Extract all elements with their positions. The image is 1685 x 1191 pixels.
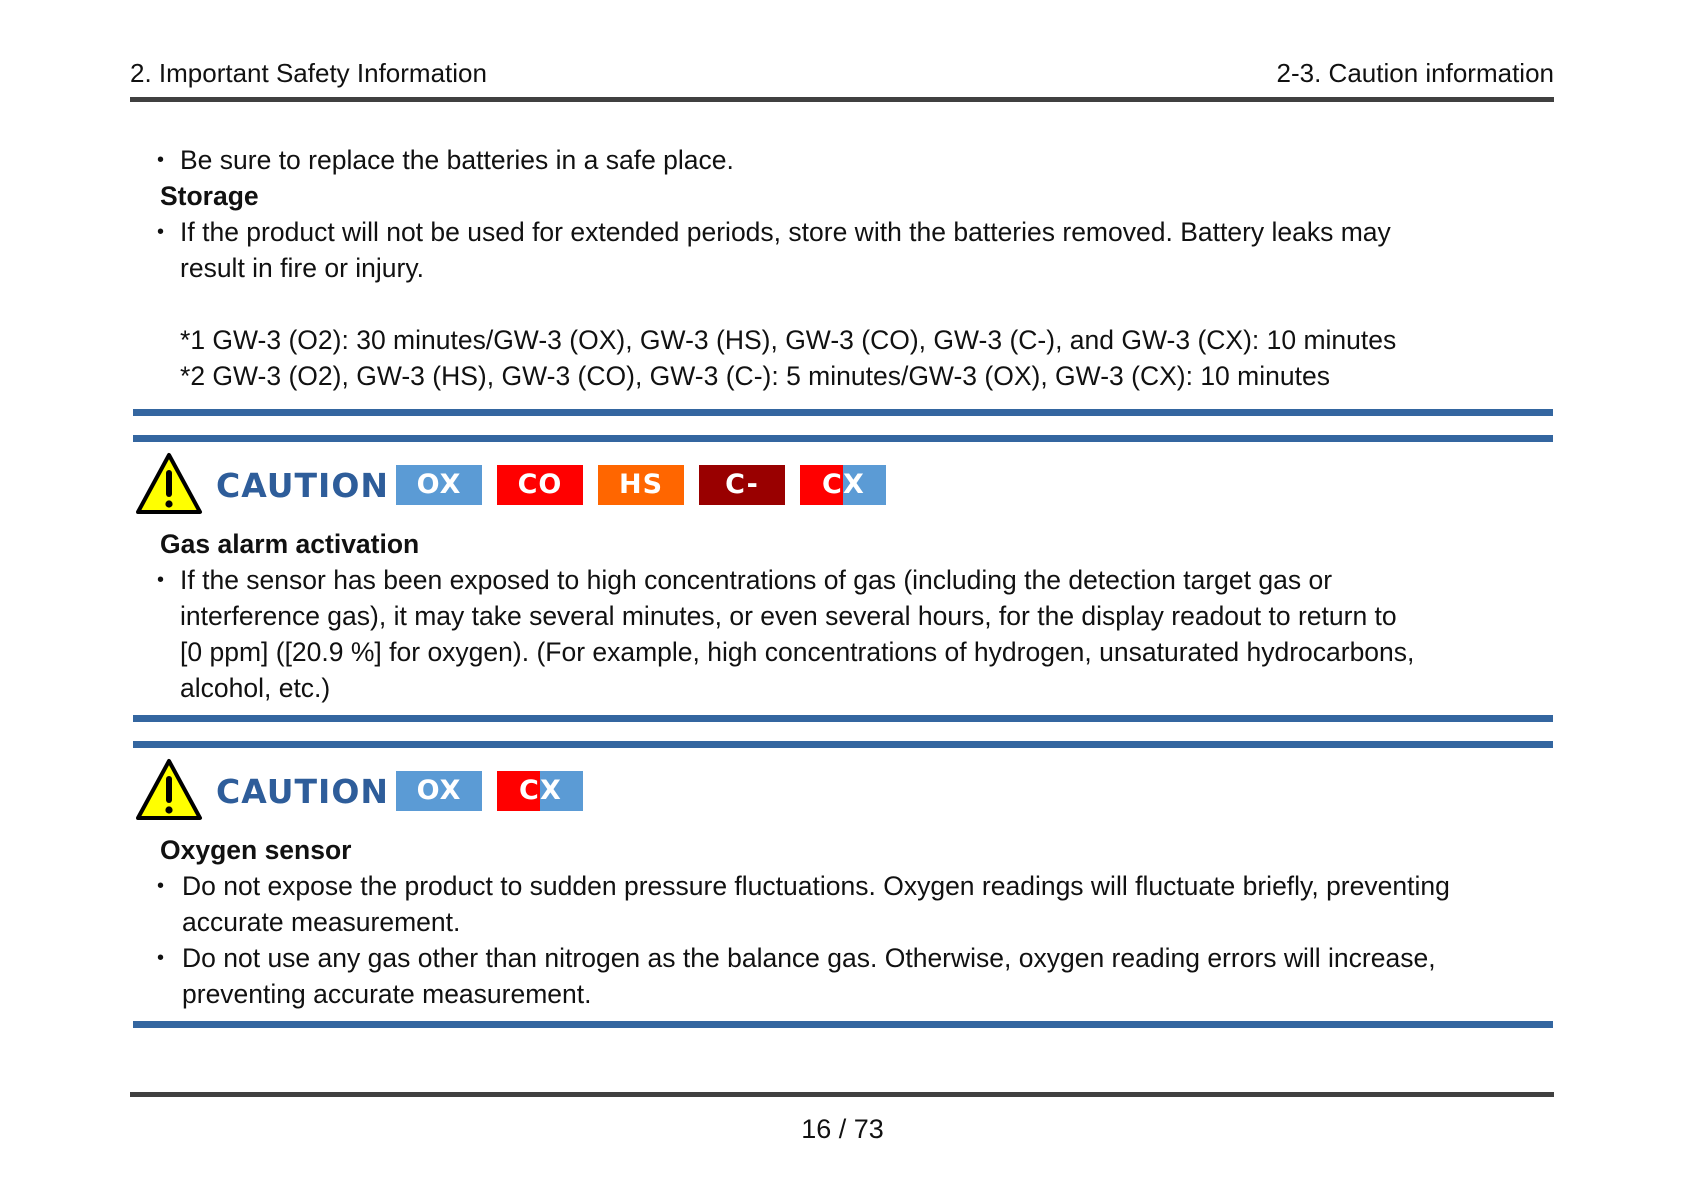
gas-badge-cx-left: C bbox=[519, 775, 540, 806]
footnote-1: *1 GW-3 (O2): 30 minutes/GW-3 (OX), GW-3 (HS), GW-3 (CO), GW-3 (C-), and GW-3 (CX): 10 minutes bbox=[180, 325, 1397, 355]
header-section-title: 2. Important Safety Information bbox=[130, 58, 487, 88]
header-subsection-title: 2-3. Caution information bbox=[1276, 58, 1554, 88]
caution-bottom-rule bbox=[133, 715, 1553, 722]
caution-top-rule bbox=[133, 435, 1553, 442]
gas-badge-cx bbox=[800, 465, 886, 505]
gas-badge-hs: HS bbox=[598, 465, 684, 505]
warning-triangle-icon bbox=[135, 452, 203, 516]
caution-top-rule bbox=[133, 741, 1553, 748]
gas-badge-c-minus: C- bbox=[699, 465, 785, 505]
oxygen-balance-gas-line-1: Do not use any gas other than nitrogen as the balance gas. Otherwise, oxygen reading errors will increase, bbox=[182, 943, 1436, 973]
gas-alarm-line-2: interference gas), it may take several minutes, or even several hours, for the display readout to return to bbox=[180, 601, 1397, 631]
gas-badge-co: CO bbox=[497, 465, 583, 505]
storage-text-line-2: result in fire or injury. bbox=[180, 253, 424, 283]
storage-heading: Storage bbox=[160, 181, 259, 211]
bullet-marker: • bbox=[157, 569, 165, 591]
gas-alarm-line-3: [0 ppm] ([20.9 %] for oxygen). (For example, high concentrations of hydrogen, unsaturated hydrocarbons, bbox=[180, 637, 1415, 667]
bullet-marker: • bbox=[157, 875, 165, 897]
oxygen-sensor-heading: Oxygen sensor bbox=[160, 835, 352, 865]
gas-alarm-line-1: If the sensor has been exposed to high concentrations of gas (including the detection target gas or bbox=[180, 565, 1333, 595]
warning-triangle-icon bbox=[135, 758, 203, 822]
gas-badge-ox: OX bbox=[396, 465, 482, 505]
caution-label: CAUTION bbox=[216, 466, 389, 505]
oxygen-pressure-line-2: accurate measurement. bbox=[182, 907, 461, 937]
bullet-marker: • bbox=[157, 947, 165, 969]
battery-replace-text: Be sure to replace the batteries in a safe place. bbox=[180, 145, 734, 175]
header-rule bbox=[130, 97, 1554, 102]
oxygen-pressure-line-1: Do not expose the product to sudden pressure fluctuations. Oxygen readings will fluctuate briefly, preventing bbox=[182, 871, 1450, 901]
oxygen-balance-gas-line-2: preventing accurate measurement. bbox=[182, 979, 592, 1009]
gas-badge-cx-right: X bbox=[540, 775, 562, 806]
page-number: 16 / 73 bbox=[801, 1114, 884, 1144]
caution-label: CAUTION bbox=[216, 772, 389, 811]
gas-badge-cx-left: C bbox=[822, 469, 843, 500]
gas-badge-cx bbox=[497, 771, 583, 811]
section-divider bbox=[133, 409, 1553, 416]
gas-alarm-line-4: alcohol, etc.) bbox=[180, 673, 331, 703]
footer-rule bbox=[130, 1092, 1554, 1097]
caution-bottom-rule bbox=[133, 1021, 1553, 1028]
gas-badge-ox: OX bbox=[396, 771, 482, 811]
bullet-marker: • bbox=[157, 221, 165, 243]
bullet-marker: • bbox=[157, 149, 165, 171]
storage-text-line-1: If the product will not be used for extended periods, store with the batteries removed. Battery leaks may bbox=[180, 217, 1391, 247]
footnote-2: *2 GW-3 (O2), GW-3 (HS), GW-3 (CO), GW-3 (C-): 5 minutes/GW-3 (OX), GW-3 (CX): 10 minutes bbox=[180, 361, 1330, 391]
gas-alarm-heading: Gas alarm activation bbox=[160, 529, 420, 559]
gas-badge-cx-right: X bbox=[843, 469, 865, 500]
